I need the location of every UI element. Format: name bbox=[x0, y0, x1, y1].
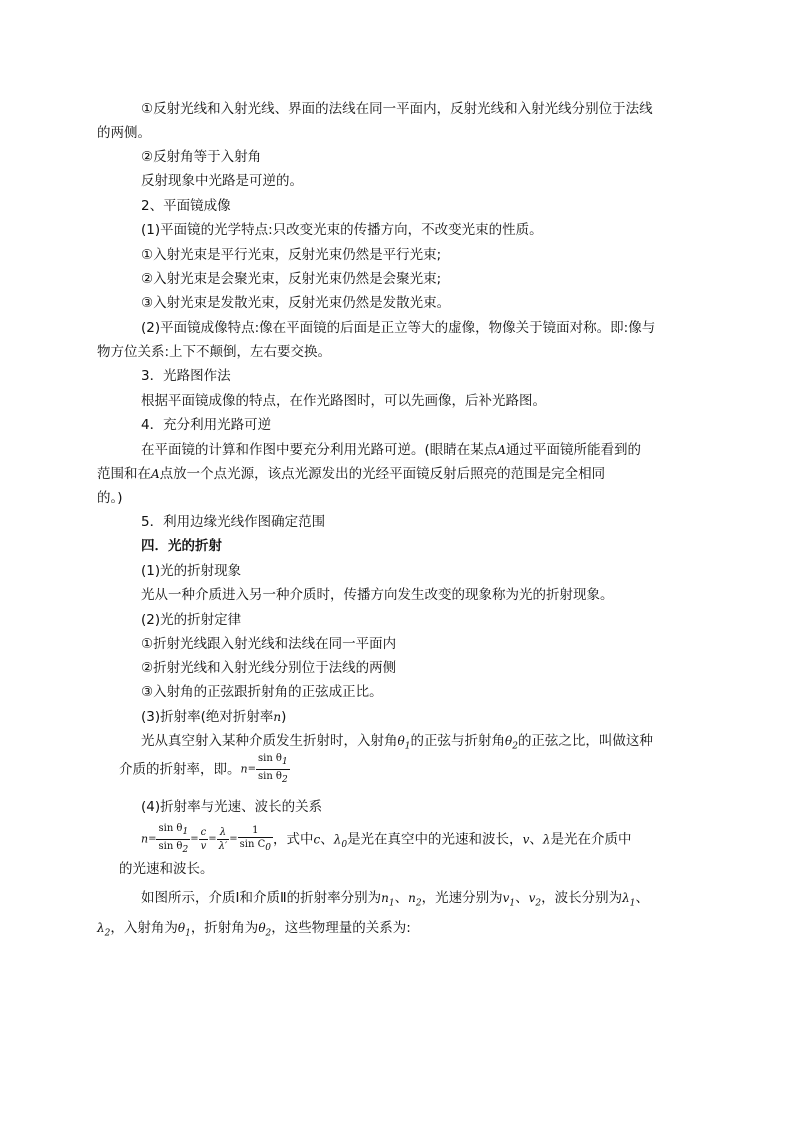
section-plane-mirror: 2、平面镜成像 bbox=[141, 198, 231, 214]
section-refraction: 四．光的折射 bbox=[141, 538, 222, 554]
plane-mirror-image: (2)平面镜成像特点:像在平面镜的后面是正立等大的虚像，物像关于镜面对称。即:像与 物方位关系:上下不颠倒，左右要交换。 bbox=[97, 320, 656, 360]
refractive-index-heading: (3)折射率(绝对折射率n) bbox=[141, 709, 287, 725]
refraction-phenomenon-text: 光从一种介质进入另一种介质时，传播方向发生改变的现象称为光的折射现象。 bbox=[141, 587, 614, 603]
index-relation-continuation: 的光速和波长。 bbox=[119, 861, 214, 877]
converging-beam: ②入射光束是会聚光束，反射光束仍然是会聚光束; bbox=[141, 271, 442, 287]
refraction-phenomenon-heading: (1)光的折射现象 bbox=[141, 563, 242, 579]
diverging-beam: ③入射光束是发散光束，反射光束仍然是发散光束。 bbox=[141, 295, 451, 311]
refractive-index-formula-line: 介质的折射率，即。n= $\frac{\text{sin θ1}}{\text{sin θ2}}$ bbox=[119, 753, 288, 785]
reversibility-note: 在平面镜的计算和作图中要充分利用光路可逆。(眼睛在某点A通过平面镜所能看到的 范围和在A点放一个点光源，该点光源发出的光经平面镜反射后照亮的范围是完全相同 的。) bbox=[97, 442, 641, 506]
reflection-law-1: ①反射光线和入射光线、界面的法线在同一平面内，反射光线和入射光线分别位于法线 的两侧。 bbox=[97, 101, 653, 141]
reflection-law-2: ②反射角等于入射角 bbox=[141, 149, 262, 165]
plane-mirror-optics: (1)平面镜的光学特点:只改变光束的传播方向，不改变光束的性质。 bbox=[141, 222, 543, 238]
refraction-law-1: ①折射光线跟入射光线和法线在同一平面内 bbox=[141, 636, 397, 652]
media-relation-paragraph: 如图所示，介质Ⅰ和介质Ⅱ的折射率分别为$n_1$、$n_2$，光速分别为$v_1$、$v_2$，波长分别为$\lambda_1$、 $\lambda_2$，入射角为$\theta_1$，折射角为$\theta_2$，这些物理量的关系为: bbox=[97, 890, 649, 939]
index-relation-formula-line: n= $\frac{\text{sin θ1}}{\text{sin θ2}}$ = $\frac{c}{v}$ = $\frac{\lambda}{\lambda'}$ = $\frac{1}{\text{sin C0}}$ ，式中c、$\lambda_0$是光在真空中的光速和波长，v、λ是光在介质中 bbox=[141, 823, 632, 855]
section-ray-diagram: 3．光路图作法 bbox=[141, 368, 231, 384]
refractive-index-definition: 光从真空射入某种介质发生折射时，入射角$\theta_1$的正弦与折射角$\theta_2$的正弦之比，叫做这种 bbox=[141, 733, 653, 752]
sin-ratio-fraction: $\frac{\text{sin θ1}}{\text{sin θ2}}$ bbox=[257, 753, 288, 785]
index-speed-wavelength-heading: (4)折射率与光速、波长的关系 bbox=[141, 799, 323, 815]
reflection-reversible: 反射现象中光路是可逆的。 bbox=[141, 173, 303, 189]
refraction-law-heading: (2)光的折射定律 bbox=[141, 612, 242, 628]
ray-diagram-method: 根据平面镜成像的特点，在作光路图时，可以先画像，后补光路图。 bbox=[141, 393, 546, 409]
refraction-law-2: ②折射光线和入射光线分别位于法线的两侧 bbox=[141, 660, 397, 676]
refraction-law-3: ③入射角的正弦跟折射角的正弦成正比。 bbox=[141, 684, 383, 700]
parallel-beam: ①入射光束是平行光束，反射光束仍然是平行光束; bbox=[141, 247, 442, 263]
section-reversibility: 4．充分利用光路可逆 bbox=[141, 417, 272, 433]
section-edge-rays: 5．利用边缘光线作图确定范围 bbox=[141, 514, 326, 530]
